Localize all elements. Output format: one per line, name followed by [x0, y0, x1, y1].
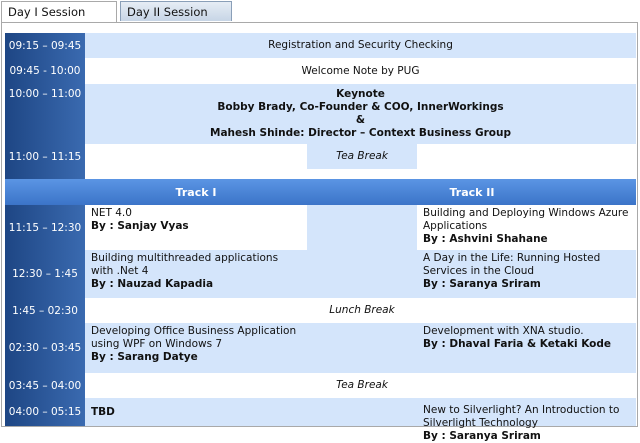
keynote-speaker-1: Bobby Brady, Co-Founder & COO, InnerWorkings [217, 101, 504, 113]
empty-cell [85, 298, 307, 323]
keynote-label: Keynote [336, 88, 385, 100]
empty-cell [417, 144, 636, 169]
keynote-cell [85, 84, 636, 144]
tab-bar [0, 0, 640, 22]
empty-cell [417, 298, 636, 323]
session-title: Building multithreaded applications with .Net 4 [91, 252, 279, 277]
empty-cell [85, 373, 307, 398]
session-title: New to Silverlight? An Introduction to Silverlight Technology [423, 404, 620, 429]
track-1-session [85, 323, 307, 373]
track-2-session [417, 398, 636, 442]
time-cell: 11:15 – 12:30 [8, 221, 82, 234]
session-title: Building and Deploying Windows Azure Applications [423, 207, 629, 232]
separator-cell [307, 323, 417, 373]
separator-cell [307, 205, 417, 250]
time-cell: 1:45 – 02:30 [12, 304, 78, 317]
separator-cell [307, 398, 417, 426]
lunch-break-cell: Lunch Break [307, 298, 417, 323]
time-cell: 02:30 – 03:45 [8, 342, 82, 354]
track-1-header: Track I [175, 185, 217, 199]
tab-day-2[interactable]: Day II Session [120, 1, 232, 21]
time-cell: 04:00 – 05:15 [8, 406, 82, 418]
session-speaker: By : Dhaval Faria & Ketaki Kode [423, 338, 612, 350]
separator-cell [307, 250, 417, 298]
session-speaker: By : Saranya Sriram [423, 430, 541, 442]
tea-break-cell: Tea Break [307, 373, 417, 398]
session-speaker: By : Nauzad Kapadia [91, 278, 214, 290]
track-2-session [417, 323, 636, 373]
tab-day-1[interactable]: Day I Session [1, 1, 117, 23]
track-1-session [85, 250, 307, 298]
track-2-session [417, 205, 636, 250]
session-cell: Registration and Security Checking [85, 33, 636, 58]
session-title: A Day in the Life: Running Hosted Services in the Cloud [423, 252, 601, 277]
track-2-session [417, 250, 636, 298]
time-cell: 09:45 - 10:00 [9, 65, 81, 77]
time-cell: 09:15 – 09:45 [8, 39, 82, 52]
session-title: Development with XNA studio. [423, 325, 584, 337]
track-1-session [85, 205, 307, 250]
time-cell: 10:00 – 11:00 [8, 88, 82, 100]
session-speaker: By : Saranya Sriram [423, 278, 541, 290]
time-cell: 12:30 – 1:45 [12, 268, 78, 280]
time-cell: 03:45 – 04:00 [8, 379, 82, 392]
session-cell: Welcome Note by PUG [85, 58, 636, 84]
session-speaker: By : Ashvini Shahane [423, 233, 548, 245]
track-2-header: Track II [449, 185, 495, 199]
session-speaker: By : Sarang Datye [91, 351, 198, 363]
spacer [85, 169, 636, 179]
track-1-session: TBD [85, 398, 307, 426]
empty-cell [417, 373, 636, 398]
keynote-ampersand: & [355, 114, 366, 126]
schedule-table [5, 33, 636, 442]
time-cell: 11:00 – 11:15 [8, 150, 82, 163]
keynote-speaker-2: Mahesh Shinde: Director – Context Business Group [210, 127, 511, 139]
session-title: Developing Office Business Application using WPF on Windows 7 [91, 325, 297, 350]
empty-cell [85, 144, 307, 169]
session-speaker: By : Sanjay Vyas [91, 220, 189, 232]
tab-panel [1, 22, 638, 442]
session-title: NET 4.0 [91, 207, 132, 219]
tea-break-cell: Tea Break [307, 144, 417, 169]
